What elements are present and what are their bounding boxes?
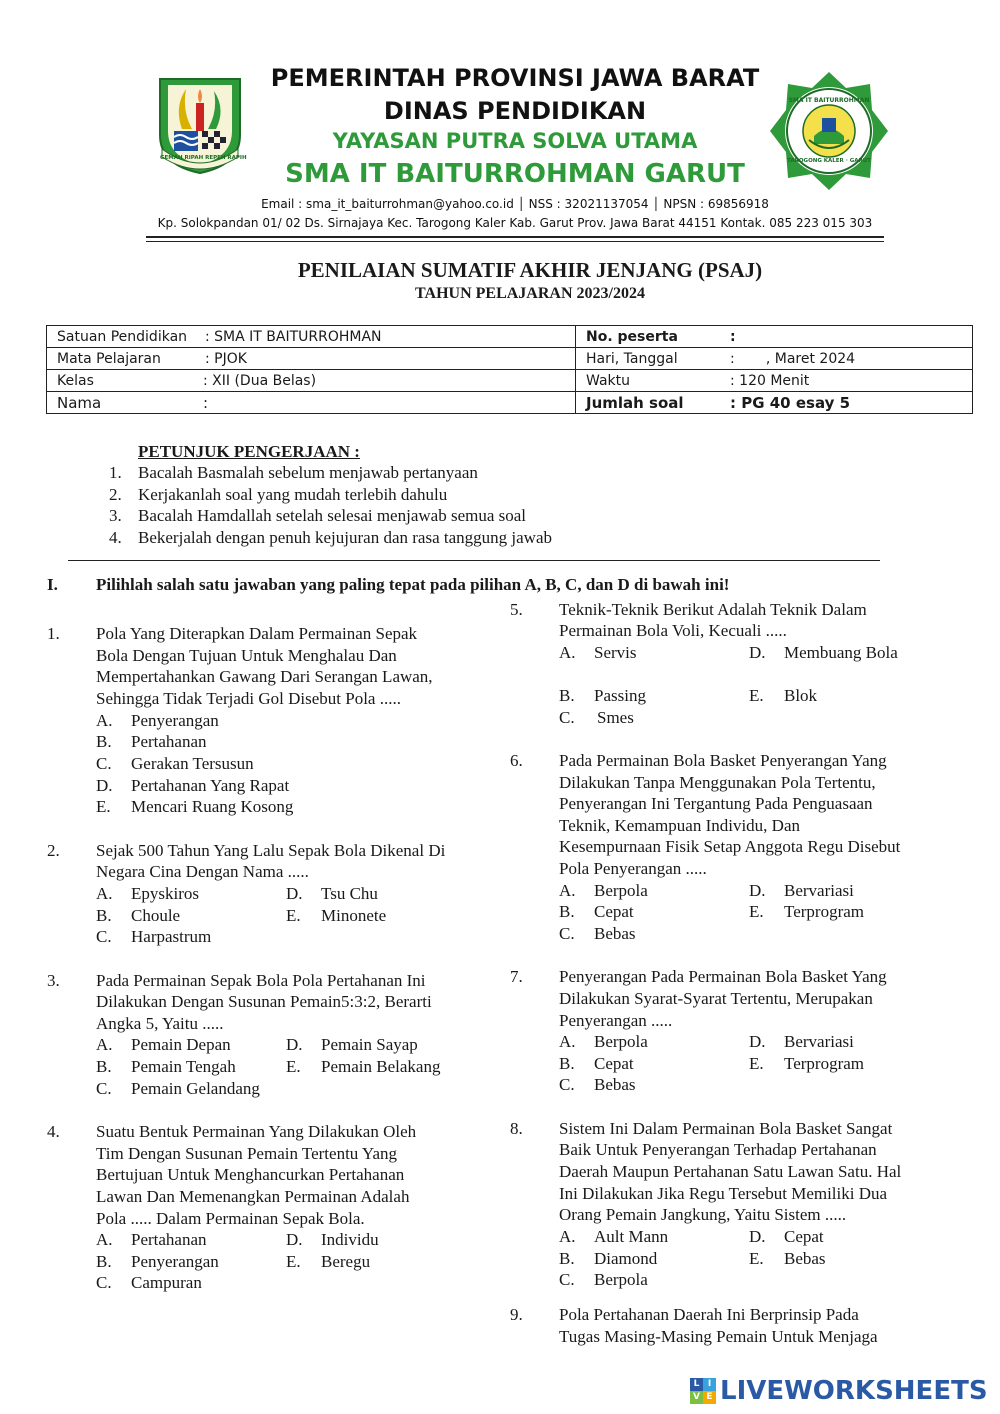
option-text[interactable]: Bebas — [594, 1075, 636, 1094]
option-letter[interactable]: B. — [559, 1054, 575, 1073]
option-text[interactable]: Harpastrum — [131, 927, 212, 946]
instruction-text: Bacalah Hamdallah setelah selesai menjawab semua soal — [138, 506, 527, 525]
option-text[interactable]: Pertahanan — [131, 732, 207, 751]
option-letter[interactable]: D. — [286, 1230, 303, 1249]
info-no-peserta[interactable] — [576, 326, 973, 348]
option-text[interactable]: Penyerangan — [131, 711, 219, 730]
option-letter[interactable]: B. — [559, 902, 575, 921]
option-text[interactable]: Gerakan Tersusun — [131, 754, 254, 773]
header-divider-bottom — [146, 241, 884, 242]
option-letter[interactable]: D. — [286, 1035, 303, 1054]
info-value: : XII (Dua Belas) — [203, 372, 317, 389]
option-text[interactable]: Berpola — [594, 1032, 648, 1051]
info-value: : PG 40 esay 5 — [730, 393, 851, 412]
option-letter[interactable]: B. — [96, 906, 112, 925]
option-text[interactable]: Minonete — [321, 906, 387, 925]
option-letter[interactable]: E. — [749, 686, 764, 705]
question-line: Lawan Dan Memenangkan Permainan Adalah — [96, 1187, 410, 1206]
exam-year: TAHUN PELAJARAN 2023/2024 — [415, 285, 645, 302]
question-number: 8. — [510, 1119, 523, 1138]
option-letter[interactable]: D. — [749, 1032, 766, 1051]
question-number: 1. — [47, 624, 60, 643]
option-text[interactable]: Individu — [321, 1230, 379, 1249]
option-letter[interactable]: A. — [559, 1227, 576, 1246]
option-text[interactable]: Ault Mann — [594, 1227, 669, 1246]
option-text[interactable]: Cepat — [594, 902, 634, 921]
question-line: Bertujuan Untuk Menghancurkan Pertahanan — [96, 1165, 405, 1184]
option-text[interactable]: Pemain Depan — [131, 1035, 231, 1054]
option-text[interactable]: Mencari Ruang Kosong — [131, 797, 294, 816]
option-text[interactable]: Bervariasi — [784, 1032, 854, 1051]
header-school-name: SMA IT BAITURROHMAN GARUT — [285, 159, 745, 189]
header-email-line: Email : sma_it_baiturrohman@yahoo.co.id │ NSS : 32021137054 │ NPSN : 69856918 — [261, 197, 769, 211]
question-line: Angka 5, Yaitu ..... — [96, 1014, 224, 1033]
question-line: Dilakukan Dengan Susunan Pemain5:3:2, Berarti — [96, 992, 432, 1011]
question-line: Bola Dengan Tujuan Untuk Menghalau Dan — [96, 646, 397, 665]
question-number: 5. — [510, 600, 523, 619]
right-logo-text-bottom: TAROGONG KALER · GARUT — [787, 158, 871, 164]
info-mata-pelajaran — [47, 348, 576, 370]
option-letter[interactable]: E. — [749, 1054, 764, 1073]
option-letter[interactable]: A. — [96, 711, 113, 730]
instruction-text: Bekerjalah dengan penuh kejujuran dan rasa tanggung jawab — [138, 528, 552, 547]
instruction-text: Kerjakanlah soal yang mudah terlebih dahulu — [138, 485, 448, 504]
question-line: Pola Yang Diterapkan Dalam Permainan Sepak — [96, 624, 418, 643]
instructions-title: PETUNJUK PENGERJAAN : — [138, 442, 360, 461]
info-label: Satuan Pendidikan — [57, 328, 188, 345]
liveworksheets-badge — [690, 1378, 716, 1404]
question-line: Permainan Bola Voli, Kecuali ..... — [559, 621, 787, 640]
question-line: Sehingga Tidak Terjadi Gol Disebut Pola ..... — [96, 689, 401, 708]
option-letter[interactable]: C. — [96, 927, 112, 946]
option-letter[interactable]: B. — [96, 1057, 112, 1076]
info-kelas — [47, 370, 576, 392]
question-line: Kesempurnaan Fisik Setap Anggota Regu Disebut — [559, 837, 901, 856]
instruction-num: 2. — [109, 485, 122, 504]
option-letter[interactable]: B. — [96, 732, 112, 751]
question-line: Teknik-Teknik Berikut Adalah Teknik Dalam — [559, 600, 867, 619]
option-text[interactable]: Bebas — [784, 1249, 826, 1268]
question-line: Penyerangan ..... — [559, 1011, 673, 1030]
info-nama[interactable] — [47, 392, 576, 414]
option-letter[interactable]: E. — [286, 906, 301, 925]
instructions-divider — [68, 560, 880, 561]
info-label: Kelas — [57, 372, 94, 389]
option-letter[interactable]: A. — [559, 1032, 576, 1051]
question-line: Suatu Bentuk Permainan Yang Dilakukan Oleh — [96, 1122, 417, 1141]
question-line: Orang Pemain Jangkung, Yaitu Sistem ..... — [559, 1205, 847, 1224]
section-number: I. — [47, 575, 58, 594]
info-label: Jumlah soal — [586, 393, 684, 412]
instruction-num: 1. — [109, 463, 122, 482]
option-text[interactable]: Passing — [594, 686, 646, 705]
option-text[interactable]: Cepat — [784, 1227, 824, 1246]
option-letter[interactable]: C. — [559, 1075, 575, 1094]
header-government: PEMERINTAH PROVINSI JAWA BARAT — [270, 64, 760, 92]
header-divider-top — [146, 236, 884, 238]
info-value: : — [203, 393, 209, 412]
option-letter[interactable]: C. — [559, 1270, 575, 1289]
option-letter[interactable]: E. — [286, 1252, 301, 1271]
option-text[interactable]: Beregu — [321, 1252, 371, 1271]
section-instruction: Pilihlah salah satu jawaban yang paling tepat pada pilihan A, B, C, dan D di bawah ini! — [96, 575, 730, 594]
option-letter[interactable]: C. — [96, 754, 112, 773]
question-number: 4. — [47, 1122, 60, 1141]
question-line: Teknik, Kemampuan Individu, Dan — [559, 816, 801, 835]
info-label: Mata Pelajaran — [57, 350, 161, 367]
question-line: Pola ..... Dalam Permainan Sepak Bola. — [96, 1209, 365, 1228]
option-text[interactable]: Servis — [594, 643, 637, 662]
option-text[interactable]: Membuang Bola — [784, 643, 898, 662]
right-logo — [768, 70, 890, 192]
option-text[interactable]: Diamond — [594, 1249, 658, 1268]
option-text[interactable]: Berpola — [594, 1270, 648, 1289]
option-text[interactable]: Bervariasi — [784, 881, 854, 900]
option-letter[interactable]: A. — [96, 884, 113, 903]
question-line: Pada Permainan Bola Basket Penyerangan Yang — [559, 751, 887, 770]
option-text[interactable]: Choule — [131, 906, 181, 925]
option-text[interactable]: Pemain Tengah — [131, 1057, 236, 1076]
question-line: Daerah Maupun Pertahanan Satu Lawan Satu. Hal — [559, 1162, 902, 1181]
badge-cell: I — [703, 1378, 716, 1391]
badge-cell: L — [690, 1378, 703, 1391]
option-text[interactable]: Pertahanan Yang Rapat — [131, 776, 290, 795]
info-satuan — [47, 326, 576, 348]
option-letter[interactable]: E. — [749, 902, 764, 921]
question-number: 3. — [47, 971, 60, 990]
option-text[interactable]: Pemain Belakang — [321, 1057, 441, 1076]
liveworksheets-logo[interactable] — [690, 1376, 990, 1406]
question-line: Baik Untuk Penyerangan Terhadap Pertahanan — [559, 1140, 877, 1159]
info-jumlah-soal — [576, 392, 973, 414]
option-letter[interactable]: A. — [559, 643, 576, 662]
header-address-line: Kp. Solokpandan 01/ 02 Ds. Sirnajaya Kec. Tarogong Kaler Kab. Garut Prov. Jawa Barat 44151 Kontak. 085 223 015 303 — [157, 216, 873, 230]
info-waktu — [576, 370, 973, 392]
question-number: 2. — [47, 841, 60, 860]
option-letter[interactable]: D. — [749, 643, 766, 662]
question-line: Mempertahankan Gawang Dari Serangan Lawan, — [96, 667, 433, 686]
question-line: Ini Dilakukan Jika Regu Tersebut Memiliki Dua — [559, 1184, 888, 1203]
instruction-num: 3. — [109, 506, 122, 525]
option-letter[interactable]: B. — [96, 1252, 112, 1271]
info-label: Waktu — [586, 372, 630, 389]
option-letter[interactable]: E. — [286, 1057, 301, 1076]
question-line: Tim Dengan Susunan Pemain Tertentu Yang — [96, 1144, 398, 1163]
option-letter[interactable]: D. — [749, 1227, 766, 1246]
option-letter[interactable]: C. — [96, 1079, 112, 1098]
header-foundation: YAYASAN PUTRA SOLVA UTAMA — [332, 129, 698, 153]
option-text[interactable]: Smes — [597, 708, 634, 727]
option-letter[interactable]: D. — [96, 776, 113, 795]
question-line: Tugas Masing-Masing Pemain Untuk Menjaga — [559, 1327, 878, 1346]
question-line: Dilakukan Tanpa Menggunakan Pola Tertentu, — [559, 773, 876, 792]
question-line: Penyerangan Pada Permainan Bola Basket Yang — [559, 967, 887, 986]
question-line: Penyerangan Ini Tergantung Pada Penguasaan — [559, 794, 873, 813]
info-label: Hari, Tanggal — [586, 350, 678, 367]
option-text[interactable]: Terprogram — [784, 1054, 864, 1073]
right-logo-text-top: SMA IT BAITURROHMAN — [788, 97, 870, 104]
question-line: Pada Permainan Sepak Bola Pola Pertahanan Ini — [96, 971, 426, 990]
question-line: Dilakukan Syarat-Syarat Tertentu, Merupakan — [559, 989, 873, 1008]
option-letter[interactable]: E. — [96, 797, 111, 816]
info-value: : SMA IT BAITURROHMAN — [205, 328, 382, 345]
option-text[interactable]: Bebas — [594, 924, 636, 943]
question-line: Pola Penyerangan ..... — [559, 859, 707, 878]
option-letter[interactable]: E. — [749, 1249, 764, 1268]
option-letter[interactable]: B. — [559, 686, 575, 705]
option-text[interactable]: Penyerangan — [131, 1252, 219, 1271]
option-letter[interactable]: C. — [559, 924, 575, 943]
option-text[interactable]: Epyskiros — [131, 884, 199, 903]
info-value: : — [730, 328, 736, 345]
question-line: Sejak 500 Tahun Yang Lalu Sepak Bola Dikenal Di — [96, 841, 446, 860]
option-text[interactable]: Pemain Sayap — [321, 1035, 418, 1054]
option-letter[interactable]: A. — [559, 881, 576, 900]
question-line: Negara Cina Dengan Nama ..... — [96, 862, 309, 881]
option-text[interactable]: Tsu Chu — [321, 884, 378, 903]
exam-title: PENILAIAN SUMATIF AKHIR JENJANG (PSAJ) — [297, 258, 763, 282]
liveworksheets-text: LIVEWORKSHEETS — [720, 1376, 988, 1406]
option-text[interactable]: Pertahanan — [131, 1230, 207, 1249]
badge-cell: V — [690, 1391, 703, 1404]
badge-cell: E — [703, 1391, 716, 1404]
instruction-num: 4. — [109, 528, 122, 547]
left-logo-motto: GEMAH RIPAH REPEH RAPIH — [160, 155, 247, 161]
option-letter[interactable]: D. — [749, 881, 766, 900]
option-text[interactable]: Cepat — [594, 1054, 634, 1073]
option-text[interactable]: Campuran — [131, 1273, 202, 1292]
info-label: Nama — [57, 393, 102, 412]
option-text[interactable]: Pemain Gelandang — [131, 1079, 260, 1098]
option-text[interactable]: Terprogram — [784, 902, 864, 921]
instruction-text: Bacalah Basmalah sebelum menjawab pertanyaan — [138, 463, 478, 482]
option-letter[interactable]: C. — [559, 708, 575, 727]
option-letter[interactable]: D. — [286, 884, 303, 903]
info-value: : PJOK — [205, 350, 247, 367]
question-line: Pola Pertahanan Daerah Ini Berprinsip Pada — [559, 1305, 859, 1324]
option-letter[interactable]: A. — [96, 1230, 113, 1249]
option-text[interactable]: Berpola — [594, 881, 648, 900]
question-number: 6. — [510, 751, 523, 770]
header-department: DINAS PENDIDIKAN — [383, 97, 647, 125]
question-number: 7. — [510, 967, 523, 986]
option-letter[interactable]: C. — [96, 1273, 112, 1292]
option-letter[interactable]: A. — [96, 1035, 113, 1054]
option-text[interactable]: Blok — [784, 686, 818, 705]
info-hari-tanggal[interactable] — [576, 348, 973, 370]
info-value: : , Maret 2024 — [730, 350, 856, 367]
info-value: : 120 Menit — [730, 372, 810, 389]
question-number: 9. — [510, 1305, 523, 1324]
info-label: No. peserta — [586, 328, 678, 345]
question-line: Sistem Ini Dalam Permainan Bola Basket Sangat — [559, 1119, 893, 1138]
student-info-table — [46, 325, 973, 414]
option-letter[interactable]: B. — [559, 1249, 575, 1268]
